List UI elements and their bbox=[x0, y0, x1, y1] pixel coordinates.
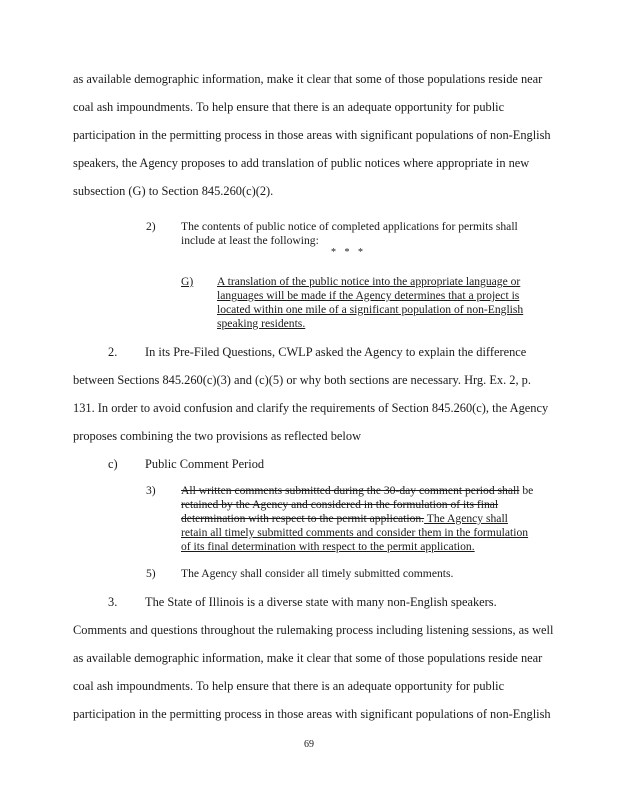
rule-3-inserted-line-4: retain all timely submitted comments and consider them in the formulation bbox=[181, 526, 529, 539]
intro-line-2: coal ash impoundments. To help ensure that there is an adequate opportunity for public bbox=[73, 100, 505, 114]
paragraph-3-line-2: Comments and questions throughout the rulemaking process including listening sessions, as well bbox=[73, 623, 554, 637]
rule-2-line-2: include at least the following: bbox=[181, 234, 319, 247]
rule-c-title: Public Comment Period bbox=[145, 457, 265, 471]
rule-3-line-1-tail: be bbox=[519, 484, 534, 497]
paragraph-2-line-4: proposes combining the two provisions as reflected below bbox=[73, 429, 362, 443]
paragraph-3-line-5: participation in the permitting process in those areas with significant populations of non-English bbox=[73, 707, 551, 721]
rule-5-text: The Agency shall consider all timely submitted comments. bbox=[181, 567, 454, 580]
paragraph-2-line-3: 131. In order to avoid confusion and clarify the requirements of Section 845.260(c), the Agency bbox=[73, 401, 549, 415]
rule-g-label: G) bbox=[181, 275, 194, 288]
intro-line-4: speakers, the Agency proposes to add translation of public notices where appropriate in new bbox=[73, 156, 530, 170]
rule-g-line-4: speaking residents. bbox=[217, 317, 306, 330]
rule-3-inserted-text-1: The Agency shall bbox=[424, 512, 508, 525]
intro-line-3: participation in the permitting process in those areas with significant populations of non-English bbox=[73, 128, 551, 142]
omission-stars: * * * bbox=[331, 247, 366, 258]
rule-2-line-1: The contents of public notice of completed applications for permits shall bbox=[181, 220, 518, 233]
intro-line-5: subsection (G) to Section 845.260(c)(2). bbox=[73, 184, 274, 198]
rule-2-number: 2) bbox=[146, 220, 156, 233]
rule-3-line-1 bbox=[181, 484, 533, 498]
rule-c-label: c) bbox=[108, 457, 118, 471]
paragraph-3-line-3: as available demographic information, make it clear that some of those populations reside near bbox=[73, 651, 543, 665]
paragraph-2-line-1: In its Pre-Filed Questions, CWLP asked the Agency to explain the difference bbox=[145, 345, 527, 359]
rule-g-line-1: A translation of the public notice into the appropriate language or bbox=[217, 275, 521, 288]
intro-line-1: as available demographic information, make it clear that some of those populations reside near bbox=[73, 72, 543, 86]
rule-3-line-2 bbox=[181, 498, 498, 512]
page-number: 69 bbox=[304, 739, 314, 750]
paragraph-3-line-1: The State of Illinois is a diverse state with many non-English speakers. bbox=[145, 595, 497, 609]
rule-3-number: 3) bbox=[146, 484, 156, 497]
rule-3-deleted-text-2: retained by the Agency and considered in the formulation of its final bbox=[181, 498, 499, 511]
paragraph-2-number: 2. bbox=[108, 345, 118, 359]
rule-3-inserted-line-5: of its final determination with respect to the permit application. bbox=[181, 540, 475, 553]
rule-3-deleted-text-3: determination with respect to the permit application. bbox=[181, 512, 425, 525]
rule-5-number: 5) bbox=[146, 567, 156, 580]
paragraph-3-number: 3. bbox=[108, 595, 118, 609]
rule-3-line-3 bbox=[181, 512, 508, 526]
paragraph-3-line-4: coal ash impoundments. To help ensure that there is an adequate opportunity for public bbox=[73, 679, 505, 693]
rule-3-deleted-text-1: All written comments submitted during the 30-day comment period shall bbox=[181, 484, 520, 497]
rule-g-line-3: located within one mile of a significant population of non-English bbox=[217, 303, 524, 316]
rule-g-line-2: languages will be made if the Agency determines that a project is bbox=[217, 289, 520, 302]
paragraph-2-line-2: between Sections 845.260(c)(3) and (c)(5) or why both sections are necessary. Hrg. Ex. 2, p. bbox=[73, 373, 531, 387]
